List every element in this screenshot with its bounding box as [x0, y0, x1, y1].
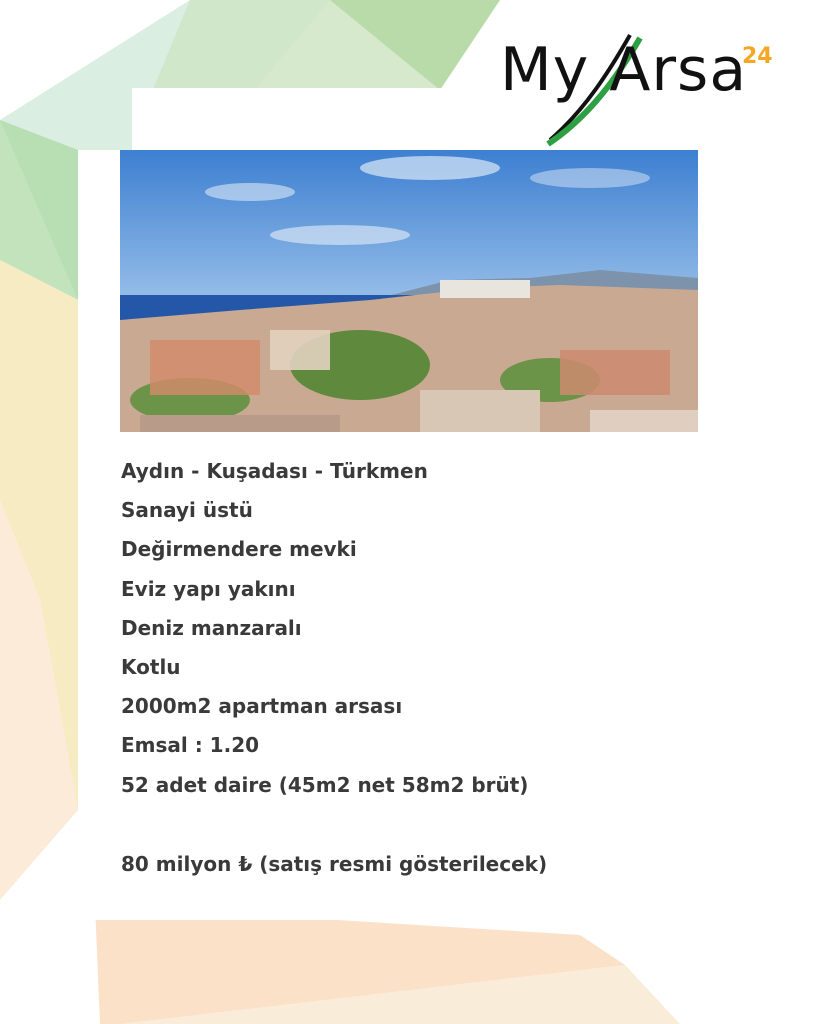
location-line: Aydın - Kuşadası - Türkmen — [121, 459, 428, 483]
price-line: 80 milyon ₺ (satış resmi gösterilecek) — [121, 852, 548, 876]
elevation-line: Kotlu — [121, 654, 181, 679]
logo-superscript: 24 — [742, 44, 773, 69]
district-line: Değirmendere mevki — [121, 537, 357, 562]
view-line: Deniz manzaralı — [121, 615, 302, 640]
logo-wordmark: My Arsa — [500, 35, 748, 105]
land-size-line: 2000m2 apartman arsası — [121, 694, 403, 719]
units-line: 52 adet daire (45m2 net 58m2 brüt) — [121, 772, 529, 797]
emsal-line: Emsal : 1.20 — [121, 733, 260, 758]
landmark-line: Eviz yapı yakını — [121, 576, 296, 601]
coastal-town-photo — [120, 150, 698, 432]
area-line: Sanayi üstü — [121, 498, 253, 523]
listing-details — [121, 452, 528, 805]
brand-logo — [490, 30, 790, 150]
